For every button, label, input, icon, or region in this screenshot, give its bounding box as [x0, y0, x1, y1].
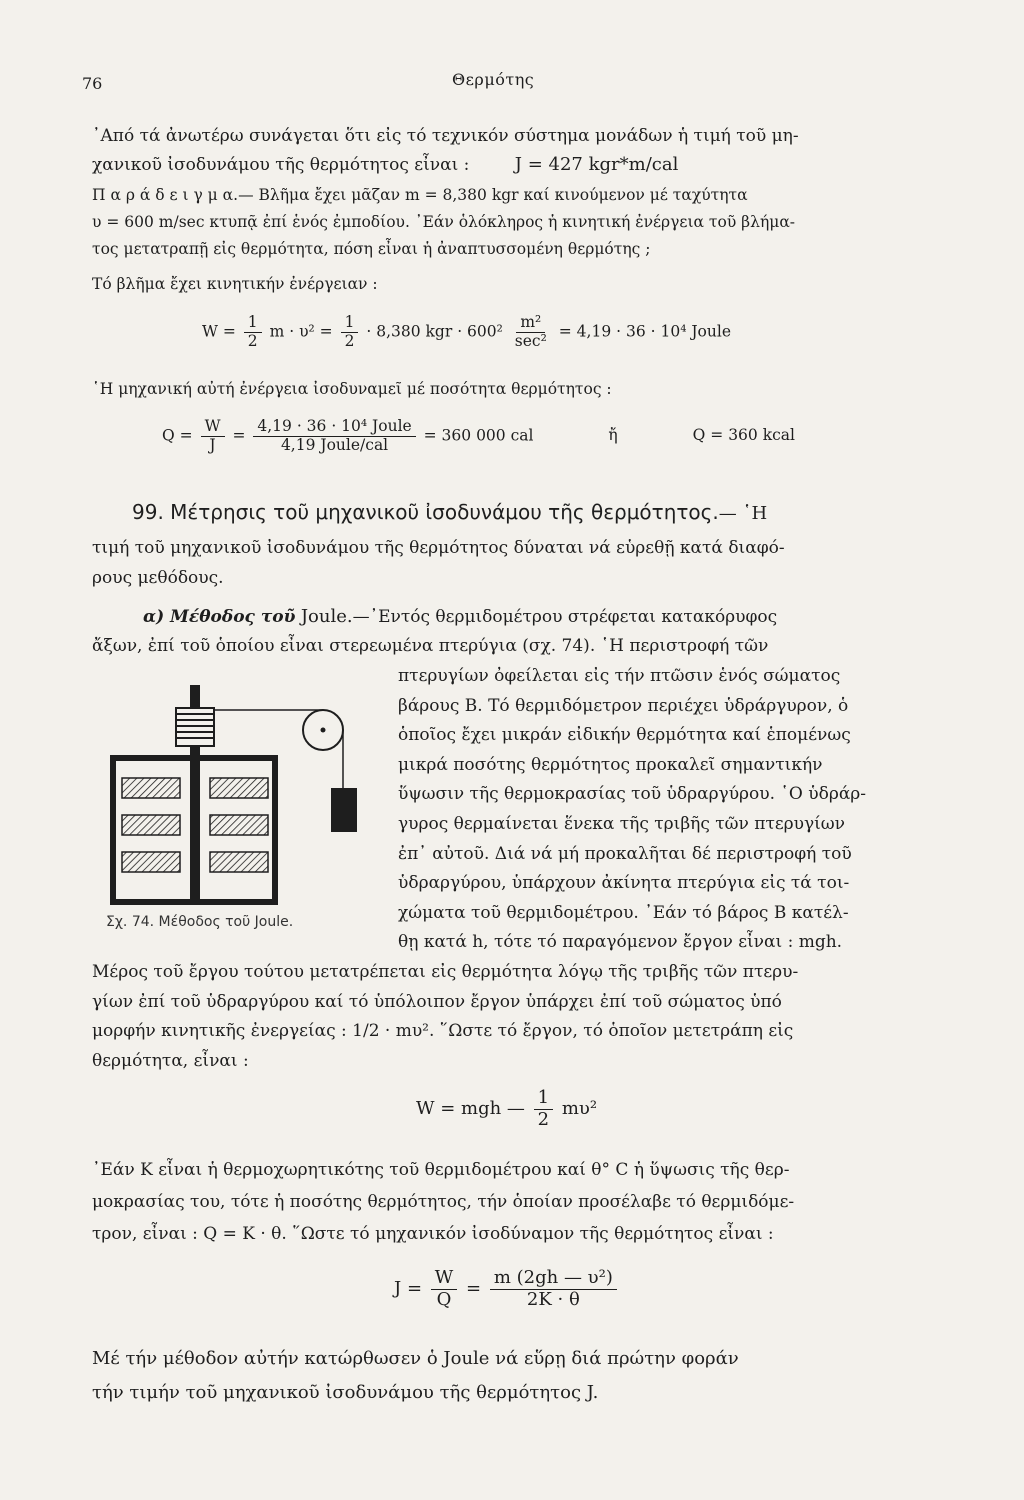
example-label: Π α ρ ά δ ε ι γ μ α. [92, 186, 239, 204]
winding-drum [176, 708, 214, 746]
pulley [303, 710, 343, 750]
method-line-2: ἄξων, ἐπί τοῦ ὁποίου εἶναι στερεωμένα πτερύγια (σχ. 74). ῾Η περιστροφή τῶν [92, 636, 769, 656]
method-full-line-1: Μέρος τοῦ ἔργου τούτου μετατρέπεται εἰς θερμότητα λόγῳ τῆς τριβῆς τῶν πτερυ- [92, 962, 799, 982]
eq2-f1-den: J [209, 435, 216, 454]
example-line-4: Τό βλῆμα ἔχει κινητικήν ἐνέργειαν : [92, 275, 378, 293]
eq1-f2-num: 1 [341, 314, 359, 333]
eq2-lhs: Q = [162, 426, 193, 445]
method-k-line-3: τρον, εἶναι : Q = K · θ. ῞Ωστε τό μηχανικόν ἰσοδύναμον τῆς θερμότητος εἶναι : [92, 1224, 774, 1244]
eq4-f2-num: m (2gh — υ²) [490, 1268, 617, 1290]
intro-line-2-text: χανικοῦ ἰσοδυνάμου τῆς θερμότητος εἶναι : [92, 155, 470, 175]
method-wrap-line-4: μικρά ποσότης θερμότητος προκαλεῖ σημαντικήν [398, 754, 823, 775]
eq1-fraction-2 [341, 314, 359, 351]
eq2-f1-num: W [201, 418, 225, 437]
falling-weight [331, 788, 357, 832]
eq1-f1-den: 2 [247, 331, 258, 350]
eq4-fraction-2 [490, 1268, 617, 1310]
method-k-line-1: ᾿Εάν K εἶναι ἡ θερμοχωρητικότης τοῦ θερμιδομέτρου καί θ° C ἡ ὕψωσις τῆς θερ- [92, 1160, 790, 1180]
mechanical-equivalent-formula: J = 427 kgr*m/cal [514, 154, 679, 175]
page-number: 76 [82, 74, 103, 93]
method-wrap-line-6: γυρος θερμαίνεται ἕνεκα τῆς τριβῆς τῶν πτερυγίων [398, 814, 846, 834]
eq1-f1-num: 1 [244, 314, 262, 333]
method-wrap-line-10: θῃ κατά h, τότε τό παραγόμενον ἔργον εἶναι : mgh. [398, 932, 843, 953]
eq4-lhs: J = [394, 1278, 423, 1300]
method-wrap-line-8: ὑδραργύρου, ὑπάρχουν ἀκίνητα πτερύγια εἰς τά τοι- [398, 873, 850, 894]
eq3-lhs: W = mgh — [416, 1098, 525, 1120]
method-wrap-line-9: χώματα τοῦ θερμιδομέτρου. ᾿Εάν τό βάρος Β κατέλ- [398, 902, 849, 923]
method-wrap-line-5: ὕψωσιν τῆς θερμοκρασίας τοῦ ὑδραργύρου. ῾Ο ὑδράρ- [398, 784, 867, 805]
section-99-heading-line [132, 500, 767, 524]
method-wrap-line-3: ὁποῖος ἔχει μικράν εἰδικήν θερμότητα καί ἑπομένως [398, 725, 851, 746]
equation-heat-quantity [162, 418, 795, 455]
eq2-equals: = [232, 426, 246, 445]
method-full-line-4: θερμότητα, εἶναι : [92, 1050, 249, 1071]
method-label: α) Μέθοδος τοῦ [143, 607, 296, 627]
eq1-f3-num: m² [516, 314, 545, 333]
eq2-f2-num: 4,19 · 36 · 10⁴ Joule [253, 418, 415, 437]
eq1-rhs: = 4,19 · 36 · 10⁴ Joule [558, 322, 731, 341]
example-line-3: τος μετατραπῇ εἰς θερμότητα, πόση εἶναι ἡ ἀναπτυσσομένη θερμότης ; [92, 240, 651, 258]
method-wrap-line-1: πτερυγίων ὀφείλεται εἰς τήν πτῶσιν ἑνός σώματος [398, 666, 841, 686]
method-wrap-line-2: βάρους Β. Τό θερμιδόμετρον περιέχει ὑδράργυρον, ὁ [398, 695, 849, 716]
section-99-heading-rest: — ῾Η [718, 503, 768, 524]
eq4-f1-den: Q [436, 1288, 452, 1310]
method-full-line-2: γίων ἐπί τοῦ ὑδραργύρου καί τό ὑπόλοιπον ἔργον ὑπάρχει ἐπί τοῦ σώματος ὑπό [92, 991, 782, 1012]
intro-line-2 [92, 154, 678, 175]
section-99-line-3: ρους μεθόδους. [92, 568, 224, 588]
eq1-mid2: · 8,380 kgr · 600² [366, 322, 503, 341]
eq3-f-den: 2 [537, 1108, 550, 1130]
example-line-1-text: — Βλῆμα ἔχει μᾶζαν m = 8,380 kgr καί κινούμενον μέ ταχύτητα [238, 186, 748, 204]
eq4-f1-num: W [431, 1268, 458, 1290]
example-line-2: υ = 600 m/sec κτυπᾷ ἐπί ἑνός ἐμποδίου. ᾿Εάν ὁλόκληρος ἡ κινητική ἐνέργεια τοῦ βλήμα- [92, 213, 796, 231]
eq1-lhs: W = [202, 322, 236, 341]
eq2-or: ἤ [608, 426, 618, 445]
method-line-1 [143, 606, 777, 627]
eq2-rhs: = 360 000 cal [423, 426, 534, 445]
eq2-fraction-2 [253, 418, 415, 455]
eq2-alt: Q = 360 kcal [692, 426, 795, 445]
method-final-line-1: Μέ τήν μέθοδον αὐτήν κατώρθωσεν ὁ Joule νά εὕρῃ διά πρώτην φοράν [92, 1348, 739, 1369]
method-label-joule: Joule. [300, 606, 353, 627]
eq3-f-num: 1 [534, 1088, 553, 1110]
equation-kinetic-energy [202, 314, 731, 351]
eq1-mid: m · υ² = [269, 322, 333, 341]
equation-work-to-heat [416, 1088, 597, 1130]
figure-caption: Σχ. 74. Μέθοδος τοῦ Joule. [106, 914, 294, 930]
eq2-fraction-1 [201, 418, 225, 455]
method-line-1-text: —᾿Εντός θερμιδομέτρου στρέφεται κατακόρυφος [352, 607, 778, 627]
method-k-line-2: μοκρασίας του, τότε ἡ ποσότης θερμότητος, τήν ὁποίαν προσέλαβε τό θερμιδόμε- [92, 1192, 795, 1212]
eq4-fraction-1 [431, 1268, 458, 1310]
example-line-5: ῾Η μηχανική αὐτή ἐνέργεια ἰσοδυναμεῖ μέ ποσότητα θερμότητος : [92, 380, 612, 398]
eq4-equals: = [466, 1278, 482, 1300]
eq2-f2-den: 4,19 Joule/cal [280, 435, 389, 454]
eq3-fraction [534, 1088, 553, 1130]
joule-apparatus-figure [100, 680, 380, 910]
eq1-fraction-1 [244, 314, 262, 351]
section-99-line-2: τιμή τοῦ μηχανικοῦ ἰσοδυνάμου τῆς θερμότητος δύναται νά εὑρεθῇ κατά διαφό- [92, 538, 785, 558]
eq3-rhs: mυ² [561, 1098, 598, 1120]
eq1-fraction-3 [511, 314, 551, 351]
running-title: Θερμότης [452, 70, 535, 89]
method-wrap-line-7: ἐπ᾿ αὐτοῦ. Διά νά μή προκαλῆται δέ περιστροφή τοῦ [398, 843, 852, 864]
method-full-line-3: μορφήν κινητικῆς ἐνεργείας : 1/2 · mυ². ῞Ωστε τό ἔργον, τό ὁποῖον μετετράπη εἰς [92, 1021, 794, 1041]
eq1-f3-den: sec² [514, 331, 547, 350]
equation-mechanical-equivalent [394, 1268, 620, 1310]
eq4-f2-den: 2K · θ [526, 1288, 580, 1310]
section-99-heading: 99. Μέτρησις τοῦ μηχανικοῦ ἰσοδυνάμου τῆς θερμότητος. [132, 500, 719, 524]
example-line-1 [92, 186, 748, 204]
eq1-f2-den: 2 [344, 331, 355, 350]
intro-line-1: ᾿Από τά ἀνωτέρω συνάγεται ὅτι εἰς τό τεχνικόν σύστημα μονάδων ἡ τιμή τοῦ μη- [92, 126, 799, 146]
method-final-line-2: τήν τιμήν τοῦ μηχανικοῦ ἰσοδυνάμου τῆς θερμότητος J. [92, 1382, 599, 1403]
